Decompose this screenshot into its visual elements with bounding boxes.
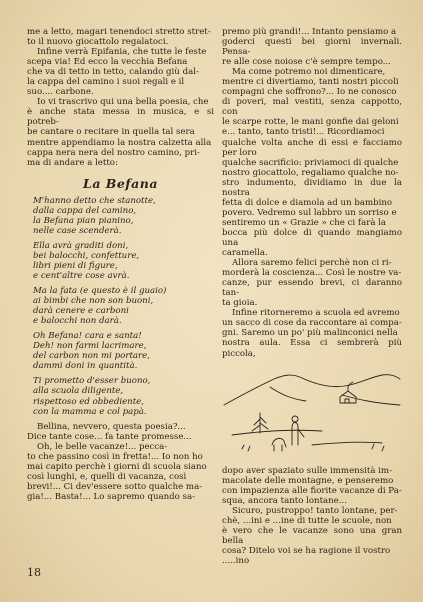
snow-ground: [312, 442, 382, 445]
paragraph: dopo aver spaziato sulle immensità im- macolate delle montagne, e penseremo con impazienza alle fiorite vacanze di Pa- squa, ancora tanto lontane...: [222, 465, 402, 506]
paragraph: Ma come potremo noi dimenticare, mentre ci divertiamo, tanti nostri piccoli compagni che soffrono?... Io ne conosco di poveri, mal vestiti, senza cappotto, con le scarpe rotte, le mani gonfie dai geloni e... tanto, tanto tristi!... Ricordiamoci qualche volta anche di essi e facciamo per loro qualche sacrificio: priviamoci di qualche nostro giocattolo, regaliamo qualche no- stro indumento, dividiamo in due la nostra fetta di dolce e diamola ad un bambino povero. Vedremo sul labbro un sorriso e sentiremo un « Grazie » che ci farà la bocca più dolce di quando mangiamo una caramella.: [222, 67, 402, 259]
poem-stanza: M'hanno detto che stanotte, dalla cappa del camino, la Befana pian pianino, nelle case scenderà.: [33, 195, 156, 236]
poem-stanza: Oh Befana! cara e santa! Deh! non farmi lacrimare, del carbon non mi portare, dammi doni in quantità.: [33, 331, 150, 372]
paragraph: Io vi trascrivo qui una bella poesia, che è anche stata messa in musica, e si potreb- be cantare o recitare in quella tal sera mentre appendiamo la nostra calzetta alla cappa nera nera del nostro camino, pri- ma di andare a letto:: [27, 97, 214, 168]
walking-figure: [292, 422, 298, 445]
poem-stanza: Ella avrà graditi doni, bei balocchi, confetture, libri pieni di figure, e cent'altre cose avrà.: [33, 240, 140, 281]
mountain-ridge-right: [302, 374, 400, 386]
snowy-mountain-illustration: [222, 365, 402, 457]
paragraph: Sicuro, pustroppo! tanto lontane, per- chè, ...ini e ...ine di tutte le scuole, non è vero che le vacanze sono una gran bella cosa? Ditelo voi se ha ragione il vostro .....ino: [222, 505, 402, 567]
chalet-door: [345, 399, 349, 403]
paragraph: Oh, le belle vacanze!... pecca- to che passino così in fretta!... Io non ho mai capito perchè i giorni di scuola siano così lunghi, e, quelli di vacanza, così brevi!... Ci dev'essere sotto qualche ma- gia!... Basta!... Lo sapremo quando sa-: [27, 441, 207, 502]
paragraph: Infine ritorneremo a scuola ed avremo un sacco di cose da raccontare ai compa- gni. Saremo un po' più malinconici nella nostra aula. Essa ci sembrerà più piccola,: [222, 308, 402, 359]
page-number: 18: [27, 566, 41, 579]
dog: [272, 438, 286, 451]
right-column: [222, 27, 402, 566]
snow-ground: [232, 430, 322, 435]
walking-figure-head: [292, 416, 298, 422]
bare-tree: [252, 413, 268, 433]
paragraph: Infine verrà Epifania, che tutte le feste scepa via! Ed ecco la vecchia Befana che va di tetto in tetto, calando giù dal- la cappa del camino i suoi regali e il suo.... carbone.: [27, 47, 207, 98]
paragraph: Allora saremo felici perchè non ci ri- morderà la coscienza... Così le nostre va- canze, pur essendo brevi, ci daranno tan- ta gioia.: [222, 258, 402, 309]
chimney-smoke: [348, 382, 353, 391]
poem-stanza: Ti prometto d'esser buono, alla scuola diligente, rispettoso ed obbediente, con la mamma e col papà.: [33, 376, 151, 417]
poem-title: La Befana: [83, 175, 158, 191]
snow-slope: [342, 395, 400, 405]
paragraph: Bellina, nevvero, questa poesia?... Dice tante cose... fa tante promesse...: [27, 421, 192, 442]
paragraph: premo più grandi!... Intanto pensiamo a goderci questi bei giorni invernali. Pensa- re alle cose noiose c'è sempre tempo...: [222, 27, 402, 68]
poem-stanza: Ma la fata (e questo è il guaio) ai bimbi che non son buoni, darà cenere e carboni e balocchi non darà.: [33, 286, 167, 327]
paragraph: me a letto, magari tenendoci stretto stret- to il nuovo giocattolo regalatoci.: [27, 27, 211, 48]
mountain-ridge-left: [224, 375, 302, 405]
mountain-slope: [270, 387, 306, 401]
left-column: [27, 27, 214, 502]
